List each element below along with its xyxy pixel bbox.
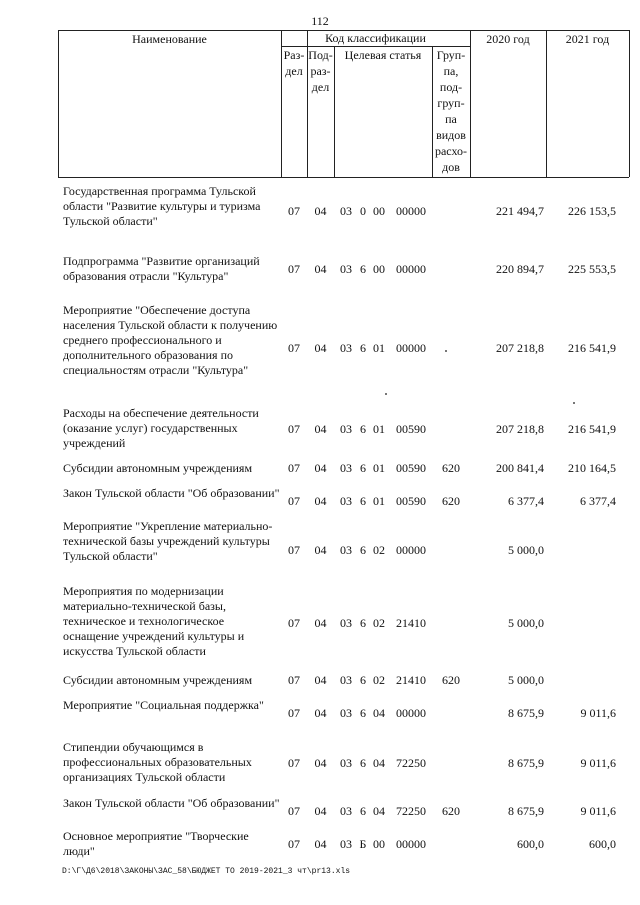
header-code: Код классификации (325, 31, 426, 45)
row-target-direction: 72250 (396, 804, 426, 818)
table-row (0, 829, 640, 861)
row-target-program: 03 (340, 494, 352, 508)
table-row (0, 740, 640, 788)
row-target-event: 02 (373, 673, 385, 687)
page-number: 112 (311, 14, 329, 28)
row-value-2020: 5 000,0 (508, 673, 544, 687)
row-value-2021: 225 553,5 (568, 262, 616, 276)
row-value-2020: 207 218,8 (496, 341, 544, 355)
row-section: 07 (288, 422, 300, 436)
row-subsection: 04 (314, 804, 327, 818)
row-value-2020: 200 841,4 (496, 461, 544, 475)
row-section: 07 (288, 706, 300, 720)
row-target-event: 01 (373, 461, 385, 475)
row-target-program: 03 (340, 543, 352, 557)
row-value-2020: 600,0 (517, 837, 544, 851)
row-target-direction: 21410 (396, 616, 426, 630)
row-target-program: 03 (340, 262, 352, 276)
table-row (0, 796, 640, 830)
row-name: Мероприятие "Социальная поддержка" (63, 698, 264, 712)
row-value-2020: 8 675,9 (508, 756, 544, 770)
header-target: Целевая статья (344, 48, 422, 62)
row-target-direction: 00000 (396, 341, 426, 355)
row-value-2020: 6 377,4 (508, 494, 544, 508)
scan-speck (385, 393, 387, 395)
header-subsection: Под- раз- дел (308, 48, 333, 94)
scan-speck (445, 350, 447, 352)
row-name: Основное мероприятие "Творческие люди" (63, 829, 249, 858)
row-target-event: 04 (373, 706, 385, 720)
row-group: 620 (442, 494, 460, 508)
table-row (0, 698, 640, 732)
row-target-subprogram: 6 (360, 543, 366, 557)
row-section: 07 (288, 262, 300, 276)
row-name: Подпрограмма "Развитие организаций образования отрасли "Культура" (63, 254, 260, 283)
row-subsection: 04 (314, 204, 327, 218)
header-2020: 2020 год (486, 32, 530, 46)
row-target-program: 03 (340, 204, 352, 218)
row-target-program: 03 (340, 804, 352, 818)
row-target-program: 03 (340, 706, 352, 720)
row-name: Мероприятие "Укрепление материально-технической базы учреждений культуры Тульской области" (63, 519, 273, 563)
row-section: 07 (288, 804, 300, 818)
row-target-program: 03 (340, 756, 352, 770)
row-subsection: 04 (314, 543, 327, 557)
row-target-direction: 00590 (396, 422, 426, 436)
row-subsection: 04 (314, 494, 327, 508)
table-row (0, 184, 640, 232)
row-target-program: 03 (340, 341, 352, 355)
row-section: 07 (288, 204, 300, 218)
row-name: Расходы на обеспечение деятельности (оказание услуг) государственных учреждений (63, 406, 259, 450)
row-target-program: 03 (340, 837, 352, 851)
row-subsection: 04 (314, 837, 327, 851)
row-target-subprogram: 6 (360, 706, 366, 720)
row-name: Государственная программа Тульской области "Развитие культуры и туризма Тульской области" (63, 184, 261, 228)
row-name: Мероприятия по модернизации материально-технической базы, техническое и технологическое оснащение учреждений культуры и искусства Тульской области (63, 584, 245, 658)
row-target-direction: 72250 (396, 756, 426, 770)
row-target-event: 04 (373, 804, 385, 818)
row-target-direction: 00000 (396, 543, 426, 557)
row-target-subprogram: 6 (360, 422, 366, 436)
row-value-2020: 8 675,9 (508, 804, 544, 818)
row-name: Мероприятие "Обеспечение доступа населения Тульской области к получению среднего профессионального и дополнительного образования по специальностям отрасли "Культура" (63, 303, 278, 377)
row-group: 620 (442, 673, 460, 687)
row-value-2020: 220 894,7 (496, 262, 544, 276)
row-section: 07 (288, 673, 300, 687)
row-group: 620 (442, 461, 460, 475)
table-row (0, 486, 640, 518)
row-subsection: 04 (314, 756, 327, 770)
header-name: Наименование (132, 32, 207, 46)
row-target-subprogram: 6 (360, 262, 366, 276)
row-target-direction: 00000 (396, 837, 426, 851)
row-target-event: 01 (373, 422, 385, 436)
row-section: 07 (288, 837, 300, 851)
row-target-direction: 00000 (396, 706, 426, 720)
row-name: Стипендии обучающимся в профессиональных образовательных организациях Тульской области (63, 740, 252, 784)
footer-file-path: D:\Г\Д6\2018\ЗАКОНЫ\ЗАС_58\БЮДЖЕТ ТО 2019-2021_3 чт\pr13.xls (62, 867, 351, 876)
table-row (0, 406, 640, 454)
row-target-subprogram: Б (359, 837, 367, 851)
header-group: Груп- па, под- груп- па видов расхо- дов (434, 48, 468, 174)
row-section: 07 (288, 494, 300, 508)
table-row (0, 673, 640, 691)
row-value-2020: 207 218,8 (496, 422, 544, 436)
row-value-2021: 600,0 (589, 837, 616, 851)
row-name: Субсидии автономным учреждениям (63, 461, 253, 475)
row-value-2020: 5 000,0 (508, 543, 544, 557)
row-value-2021: 9 011,6 (580, 756, 616, 770)
row-target-subprogram: 6 (360, 756, 366, 770)
table-row (0, 461, 640, 479)
row-target-subprogram: 6 (360, 494, 366, 508)
row-target-event: 02 (373, 616, 385, 630)
row-value-2021: 9 011,6 (580, 804, 616, 818)
header-section: Раз- дел (283, 48, 305, 78)
row-target-direction: 21410 (396, 673, 426, 687)
table-row (0, 519, 640, 581)
row-target-program: 03 (340, 673, 352, 687)
row-subsection: 04 (314, 262, 327, 276)
table-row (0, 254, 640, 288)
row-section: 07 (288, 756, 300, 770)
row-value-2021: 216 541,9 (568, 341, 616, 355)
row-target-event: 02 (373, 543, 385, 557)
row-value-2021: 210 164,5 (568, 461, 616, 475)
row-target-direction: 00000 (396, 204, 426, 218)
row-target-subprogram: 0 (360, 204, 366, 218)
row-target-program: 03 (340, 422, 352, 436)
row-value-2021: 9 011,6 (580, 706, 616, 720)
table-row (0, 584, 640, 662)
row-group: 620 (442, 804, 460, 818)
row-value-2020: 5 000,0 (508, 616, 544, 630)
row-subsection: 04 (314, 341, 327, 355)
row-name: Закон Тульской области "Об образовании" (63, 486, 280, 500)
row-target-direction: 00000 (396, 262, 426, 276)
row-subsection: 04 (314, 461, 327, 475)
scan-speck (573, 402, 575, 404)
row-target-event: 00 (373, 837, 385, 851)
row-target-event: 00 (373, 262, 385, 276)
row-value-2021: 216 541,9 (568, 422, 616, 436)
row-section: 07 (288, 543, 300, 557)
row-target-subprogram: 6 (360, 341, 366, 355)
row-target-event: 01 (373, 341, 385, 355)
row-target-program: 03 (340, 616, 352, 630)
row-target-event: 00 (373, 204, 385, 218)
row-target-subprogram: 6 (360, 673, 366, 687)
row-section: 07 (288, 341, 300, 355)
row-subsection: 04 (314, 673, 327, 687)
row-value-2020: 8 675,9 (508, 706, 544, 720)
row-target-subprogram: 6 (360, 616, 366, 630)
header-2021: 2021 год (565, 32, 610, 46)
row-value-2021: 226 153,5 (568, 204, 616, 218)
row-target-program: 03 (340, 461, 352, 475)
row-name: Закон Тульской области "Об образовании" (63, 796, 280, 810)
row-target-direction: 00590 (396, 494, 426, 508)
row-target-direction: 00590 (396, 461, 426, 475)
row-target-subprogram: 6 (360, 804, 366, 818)
row-subsection: 04 (314, 706, 327, 720)
table-row (0, 303, 640, 395)
row-value-2020: 221 494,7 (496, 204, 544, 218)
row-section: 07 (288, 616, 300, 630)
row-value-2021: 6 377,4 (580, 494, 616, 508)
row-subsection: 04 (314, 422, 327, 436)
row-target-event: 04 (373, 756, 385, 770)
row-subsection: 04 (314, 616, 327, 630)
row-target-subprogram: 6 (360, 461, 366, 475)
row-name: Субсидии автономным учреждениям (63, 673, 253, 687)
row-section: 07 (288, 461, 300, 475)
row-target-event: 01 (373, 494, 385, 508)
